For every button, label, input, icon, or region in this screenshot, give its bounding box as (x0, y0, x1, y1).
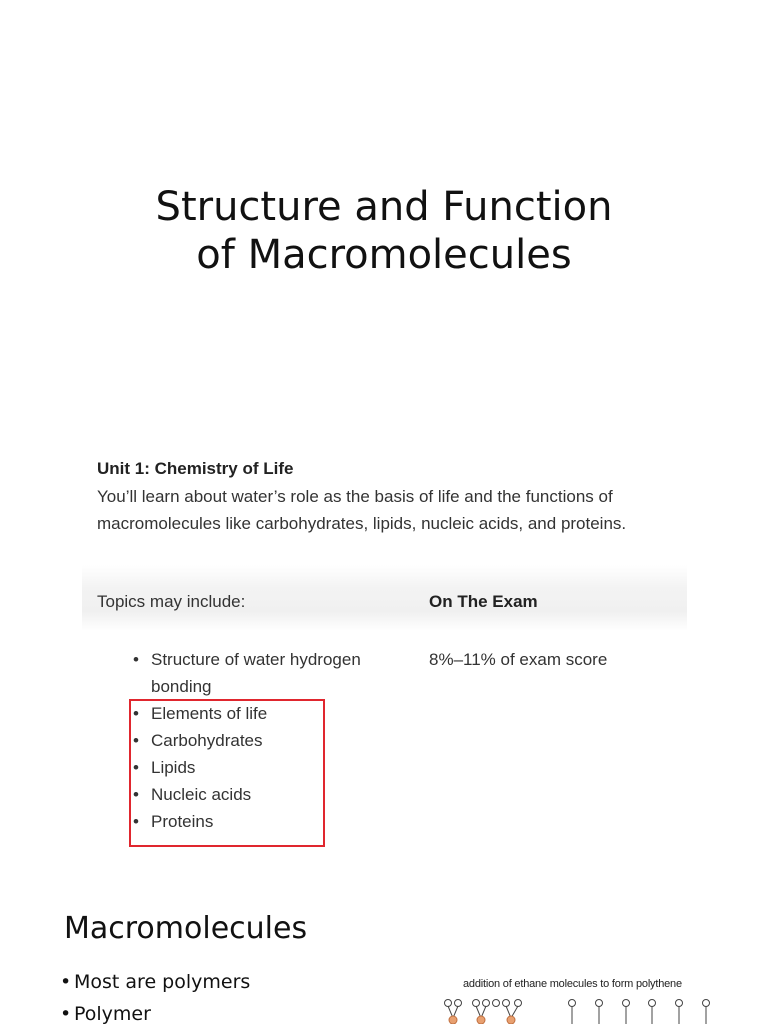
list-item (60, 998, 250, 1030)
unit-heading: Unit 1: Chemistry of Life (97, 459, 294, 478)
exam-score: 8%–11% of exam score (429, 650, 608, 669)
section-heading: Macromolecules (64, 911, 308, 946)
title-line-2: of Macromolecules (196, 232, 572, 278)
exam-header: On The Exam (429, 592, 538, 611)
unit-block (97, 456, 697, 537)
list-item: • Lipids (133, 754, 393, 781)
topics-header: Topics may include: (97, 592, 246, 611)
list-item: • Proteins (133, 808, 393, 835)
list-item: • Nucleic acids (133, 781, 393, 808)
list-item: • Elements of life (133, 700, 393, 727)
list-item: • Carbohydrates (133, 727, 393, 754)
figure-caption: addition of ethane molecules to form polythene (463, 978, 682, 990)
unit-description: You’ll learn about water’s role as the basis of life and the functions of macromolecules like carbohydrates, lipids, nucleic acids, and proteins. (97, 487, 627, 533)
carbon-atoms (449, 1016, 515, 1024)
title-line-1: Structure and Function (155, 184, 613, 230)
bullet-icon: • (60, 1003, 72, 1025)
bullet-text: Polymer (74, 1003, 151, 1025)
polymer-figure (440, 996, 720, 1024)
slide-title (0, 183, 768, 279)
highlight-box (129, 699, 325, 847)
list-item (60, 966, 250, 998)
polythene-chain (569, 1000, 710, 1025)
list-item: • Structure of water hydrogen bonding (133, 646, 393, 700)
ethane-monomer-group (445, 1000, 522, 1019)
bullet-text: Most are polymers (74, 971, 251, 993)
bullet-icon: • (60, 971, 72, 993)
bullet-list (60, 966, 250, 1030)
